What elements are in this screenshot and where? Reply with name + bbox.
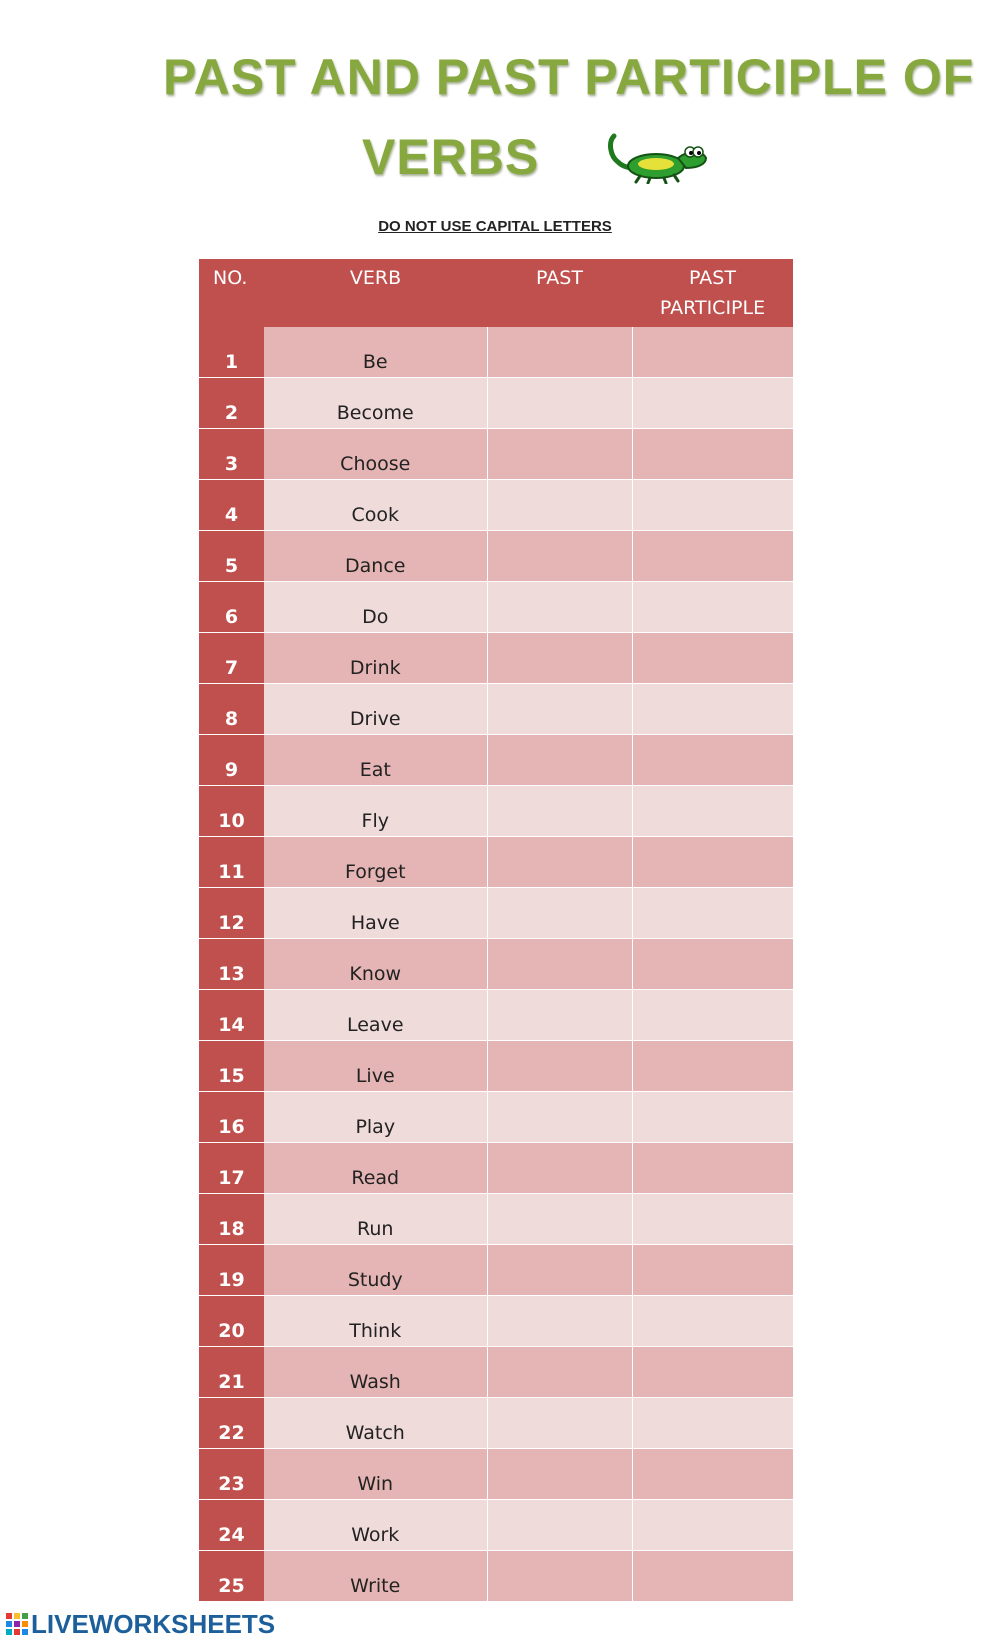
row-number: 18 [218,1218,245,1240]
row-number-cell [199,1347,264,1398]
table-row [199,1092,793,1143]
past-participle-answer-field[interactable] [632,1551,793,1602]
past-answer-field[interactable] [487,939,632,990]
verb-text: Win [357,1473,394,1495]
table-row [199,1296,793,1347]
verb-cell [264,1551,487,1602]
table-row [199,1449,793,1500]
liveworksheets-logo-icon [6,1613,28,1635]
row-number-cell [199,429,264,480]
past-participle-answer-field[interactable] [632,1092,793,1143]
row-number: 11 [218,861,245,883]
table-row [199,837,793,888]
table-row [199,378,793,429]
past-participle-answer-field[interactable] [632,429,793,480]
row-number-cell [199,633,264,684]
past-answer-field[interactable] [487,1449,632,1500]
row-number: 20 [218,1320,245,1342]
row-number: 24 [218,1524,245,1546]
past-participle-answer-field[interactable] [632,735,793,786]
verb-cell [264,1041,487,1092]
verb-text: Choose [340,453,411,475]
verb-text: Work [351,1524,400,1546]
past-answer-field[interactable] [487,327,632,378]
table-row [199,582,793,633]
liveworksheets-logo-text: LIVEWORKSHEETS [31,1608,276,1639]
table-row [199,1500,793,1551]
header-past-participle-line-2: PARTICIPLE [659,297,766,319]
liveworksheets-logo[interactable] [6,1609,275,1639]
row-number: 16 [218,1116,245,1138]
past-participle-answer-field[interactable] [632,837,793,888]
verb-cell [264,1194,487,1245]
verb-cell [264,531,487,582]
verb-text: Know [349,963,402,985]
table-row [199,480,793,531]
past-answer-field[interactable] [487,786,632,837]
past-answer-field[interactable] [487,735,632,786]
table-row [199,327,793,378]
row-number: 13 [218,963,245,985]
past-answer-field[interactable] [487,480,632,531]
table-row [199,429,793,480]
verb-cell [264,735,487,786]
past-answer-field[interactable] [487,1551,632,1602]
past-answer-field[interactable] [487,990,632,1041]
row-number-cell [199,1449,264,1500]
row-number: 1 [224,351,239,373]
past-participle-answer-field[interactable] [632,1296,793,1347]
past-answer-field[interactable] [487,1194,632,1245]
row-number: 2 [224,402,239,424]
table-row [199,684,793,735]
verb-text: Drive [349,708,401,730]
row-number-cell [199,1143,264,1194]
past-participle-answer-field[interactable] [632,480,793,531]
row-number: 8 [224,708,239,730]
past-answer-field[interactable] [487,1245,632,1296]
row-number-cell [199,378,264,429]
row-number-cell [199,531,264,582]
past-answer-field[interactable] [487,1398,632,1449]
verb-text: Fly [361,810,389,832]
table-row [199,735,793,786]
past-participle-answer-field[interactable] [632,327,793,378]
header-no: NO. [199,259,264,327]
verb-text: Think [349,1320,402,1342]
row-number: 10 [218,810,245,832]
table-row [199,1143,793,1194]
header-past: PAST [487,259,632,327]
past-participle-answer-field[interactable] [632,939,793,990]
verb-cell [264,786,487,837]
past-participle-answer-field[interactable] [632,990,793,1041]
verb-text: Cook [351,504,400,526]
verb-text: Write [350,1575,401,1597]
row-number: 19 [218,1269,245,1291]
table-row [199,1398,793,1449]
verb-text: Become [336,402,414,424]
row-number: 5 [224,555,239,577]
verb-text: Run [357,1218,394,1240]
row-number-cell [199,1041,264,1092]
row-number: 15 [218,1065,245,1087]
verb-text: Watch [345,1422,405,1444]
row-number: 23 [218,1473,245,1495]
row-number: 4 [224,504,239,526]
row-number-cell [199,1500,264,1551]
verb-cell [264,1398,487,1449]
header-past-participle [632,259,793,327]
verb-cell [264,582,487,633]
past-answer-field[interactable] [487,378,632,429]
verb-text: Leave [346,1014,404,1036]
table-row [199,1194,793,1245]
row-number-cell [199,837,264,888]
row-number-cell [199,888,264,939]
past-participle-answer-field[interactable] [632,378,793,429]
verb-text: Play [355,1116,396,1138]
table-row [199,1551,793,1602]
past-answer-field[interactable] [487,1041,632,1092]
verb-text: Live [355,1065,395,1087]
row-number-cell [199,1296,264,1347]
verb-cell [264,1449,487,1500]
crocodile-icon [606,128,710,184]
verb-text: Have [350,912,400,934]
verb-text: Be [362,351,388,373]
table-row [199,531,793,582]
past-participle-answer-field[interactable] [632,1449,793,1500]
row-number: 17 [218,1167,245,1189]
verb-cell [264,633,487,684]
verb-text: Wash [349,1371,401,1393]
table-header-row [199,259,793,327]
row-number: 12 [218,912,245,934]
verb-cell [264,1296,487,1347]
row-number-cell [199,1398,264,1449]
page-title-line-2: VERBS [362,129,540,185]
verb-cell [264,1347,487,1398]
verbs-table [199,259,794,1602]
table-row [199,888,793,939]
past-participle-answer-field[interactable] [632,1500,793,1551]
row-number: 3 [224,453,239,475]
row-number: 6 [224,606,239,628]
row-number-cell [199,990,264,1041]
past-answer-field[interactable] [487,1143,632,1194]
verb-cell [264,837,487,888]
header-past-participle-line-1: PAST [689,267,736,289]
row-number-cell [199,582,264,633]
row-number-cell [199,1194,264,1245]
header-verb: VERB [264,259,487,327]
table-row [199,1245,793,1296]
verb-text: Read [351,1167,400,1189]
verbs-table-container [199,259,793,1602]
instruction-text: DO NOT USE CAPITAL LETTERS [378,218,612,235]
past-answer-field[interactable] [487,1296,632,1347]
past-answer-field[interactable] [487,1347,632,1398]
verb-cell [264,888,487,939]
past-participle-answer-field[interactable] [632,684,793,735]
table-row [199,786,793,837]
row-number: 14 [218,1014,245,1036]
row-number: 7 [224,657,239,679]
past-participle-answer-field[interactable] [632,1041,793,1092]
verb-cell [264,327,487,378]
past-answer-field[interactable] [487,429,632,480]
past-answer-field[interactable] [487,684,632,735]
verb-cell [264,1143,487,1194]
row-number-cell [199,684,264,735]
verb-text: Study [347,1269,403,1291]
past-participle-answer-field[interactable] [632,888,793,939]
past-answer-field[interactable] [487,531,632,582]
table-row [199,990,793,1041]
table-row [199,1041,793,1092]
verb-cell [264,990,487,1041]
row-number: 21 [218,1371,245,1393]
past-answer-field[interactable] [487,582,632,633]
page-title-line-1: PAST AND PAST PARTICIPLE OF [163,49,975,105]
verb-text: Drink [349,657,401,679]
table-row [199,939,793,990]
row-number-cell [199,327,264,378]
verb-cell [264,480,487,531]
verb-cell [264,939,487,990]
past-answer-field[interactable] [487,888,632,939]
verb-text: Forget [344,861,406,883]
past-answer-field[interactable] [487,633,632,684]
row-number-cell [199,1245,264,1296]
past-participle-answer-field[interactable] [632,1347,793,1398]
row-number: 22 [218,1422,245,1444]
row-number-cell [199,1092,264,1143]
verb-cell [264,429,487,480]
past-participle-answer-field[interactable] [632,531,793,582]
past-answer-field[interactable] [487,837,632,888]
past-participle-answer-field[interactable] [632,786,793,837]
past-answer-field[interactable] [487,1500,632,1551]
verb-cell [264,684,487,735]
past-participle-answer-field[interactable] [632,1398,793,1449]
past-participle-answer-field[interactable] [632,1245,793,1296]
row-number-cell [199,735,264,786]
verb-cell [264,1245,487,1296]
verb-text: Dance [345,555,406,577]
verb-cell [264,378,487,429]
past-participle-answer-field[interactable] [632,1143,793,1194]
row-number-cell [199,1551,264,1602]
verb-text: Do [362,606,389,628]
row-number: 9 [224,759,239,781]
row-number-cell [199,480,264,531]
row-number: 25 [218,1575,245,1597]
row-number-cell [199,786,264,837]
past-answer-field[interactable] [487,1092,632,1143]
verb-text: Eat [359,759,391,781]
past-participle-answer-field[interactable] [632,633,793,684]
verb-cell [264,1500,487,1551]
row-number-cell [199,939,264,990]
table-row [199,1347,793,1398]
past-participle-answer-field[interactable] [632,582,793,633]
past-participle-answer-field[interactable] [632,1194,793,1245]
table-row [199,633,793,684]
verb-cell [264,1092,487,1143]
